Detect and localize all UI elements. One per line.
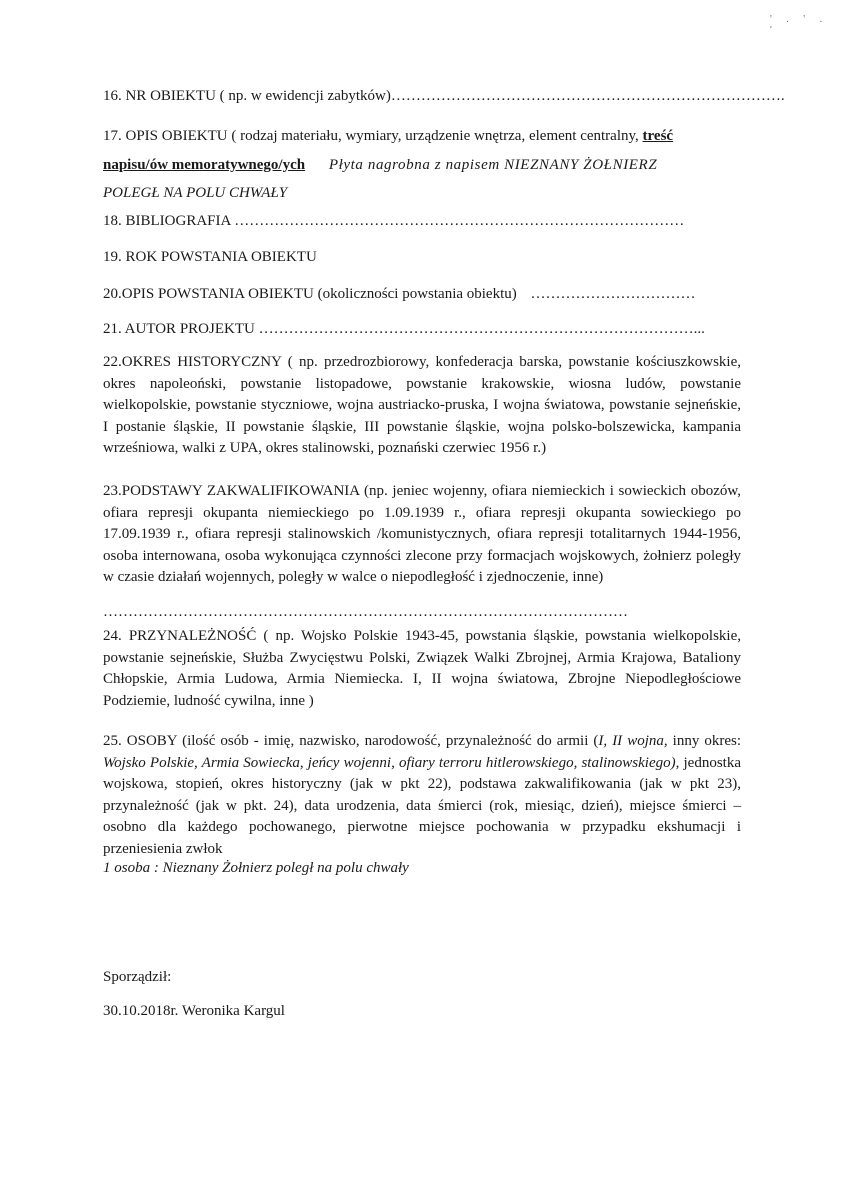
item-18 <box>103 210 743 232</box>
item-23-dots <box>103 601 743 623</box>
signature: 30.10.2018r. Weronika Kargul <box>103 1003 285 1019</box>
item-23: 23.PODSTAWY ZAKWALIFIKOWANIA (np. jeniec wojenny, ofiara niemieckich i sowieckich obozów, ofiara represji okupanta niemieckiego po 1.09.1939 r., ofiara represji okupanta sowieckiego po 17.09.1939 r., ofiara represji stalinowskich /komunistycznych, ofiara represji totalitarnych 1944-1956, osoba internowana, osoba wykonująca czynności zlecone przy formacjach wojskowych, żołnierz poległy w czasie działań wojennych, poległy w walce o niepodległość i zjednoczenie, inne) <box>103 483 741 585</box>
item-25-text-e: jednostka wojskowa, stopień, okres historyczny (jak w pkt 22), podstawa zakwalifikowania (jak w pkt 23), przynależność (jak w pkt. 24), data urodzenia, data śmierci (rok, miesiąc, dzień), miejsce śmierci – osobno dla każdego pochowanego, pierwotne miejsce pochowania w przypadku ekshumacji i przeniesienia zwłok <box>103 754 741 857</box>
item-20-dots: …………………………… <box>530 286 696 302</box>
item-25-text-c: inny okres: <box>667 733 741 749</box>
scan-specks: ' . ' . ' <box>770 14 829 36</box>
item-17-label-bold-2: napisu/ów memoratywnego/ych <box>103 157 306 173</box>
prepared-by <box>103 966 743 988</box>
item-17-line3 <box>103 182 743 204</box>
item-17-label: 17. OPIS OBIEKTU ( rodzaj materiału, wymiary, urządzenie wnętrza, element centralny, <box>103 128 639 144</box>
item-16-label: 16. NR OBIEKTU ( np. w ewidencji zabytków) <box>103 88 391 104</box>
item-25-value: 1 osoba : Nieznany Żołnierz poległ na polu chwały <box>103 860 409 876</box>
item-21 <box>103 318 743 340</box>
item-19-label: 19. ROK POWSTANIA OBIEKTU <box>103 249 317 265</box>
item-25 <box>103 731 741 860</box>
item-16-dots: ……………………………………………………………………. <box>390 88 785 104</box>
signature-line <box>103 1000 743 1022</box>
item-23-dots-text: …………………………………………………………………………………………… <box>103 604 628 620</box>
item-21-dots: ……………………………………………………………………………... <box>258 321 705 337</box>
item-18-label: 18. BIBLIOGRAFIA <box>103 213 231 229</box>
item-17-label-bold: treść <box>642 128 674 144</box>
item-19 <box>103 246 743 268</box>
item-17-value-2: POLEGŁ NA POLU CHWAŁY <box>103 185 288 201</box>
item-17-value: Płyta nagrobna z napisem NIEZNANY ŻOŁNIERZ <box>328 157 658 173</box>
item-24: 24. PRZYNALEŻNOŚĆ ( np. Wojsko Polskie 1943-45, powstania śląskie, powstania wielkopolskie, powstanie sejneńskie, Służba Zwycięstwu Polski, Związek Walki Zbrojnej, Armia Krajowa, Bataliony Chłopskie, Armia Ludowa, Armia Niemiecka. I, II wojna światowa, Zbrojne Niepodległościowe Podziemie, ludność cywilna, inne ) <box>103 628 741 709</box>
item-25-text-a: 25. OSOBY (ilość osób - imię, nazwisko, narodowość, przynależność do armii ( <box>103 733 599 749</box>
item-21-label: 21. AUTOR PROJEKTU <box>103 321 255 337</box>
item-18-dots: ……………………………………………………………………………… <box>234 213 685 229</box>
item-25-text-b: I, II wojna, <box>598 733 668 749</box>
item-17-line2 <box>103 154 743 176</box>
item-16 <box>103 85 785 107</box>
item-25-text-d: Wojsko Polskie, Armia Sowiecka, jeńcy wojenni, ofiary terroru hitlerowskiego, stalinowskiego), <box>103 754 680 771</box>
item-20-label: 20.OPIS POWSTANIA OBIEKTU (okoliczności powstania obiektu) <box>103 286 517 302</box>
item-20 <box>103 283 743 305</box>
item-22: 22.OKRES HISTORYCZNY ( np. przedrozbiorowy, konfederacja barska, powstanie kościuszkowskie, okres napoleoński, powstanie listopadowe, powstanie krakowskie, wiosna ludów, powstanie wielkopolskie, powstanie styczniowe, wojna austriacko-pruska, I wojna światowa, powstanie sejneńskie, I postanie śląskie, II powstanie śląskie, III powstanie śląskie, wojna polsko-bolszewicka, kampania wrześniowa, walki z UPA, okres stalinowski, poznański czerwiec 1956 r.) <box>103 354 741 456</box>
item-17-line1 <box>103 125 753 147</box>
prepared-label: Sporządził: <box>103 969 172 985</box>
item-25-value-line <box>103 857 743 879</box>
